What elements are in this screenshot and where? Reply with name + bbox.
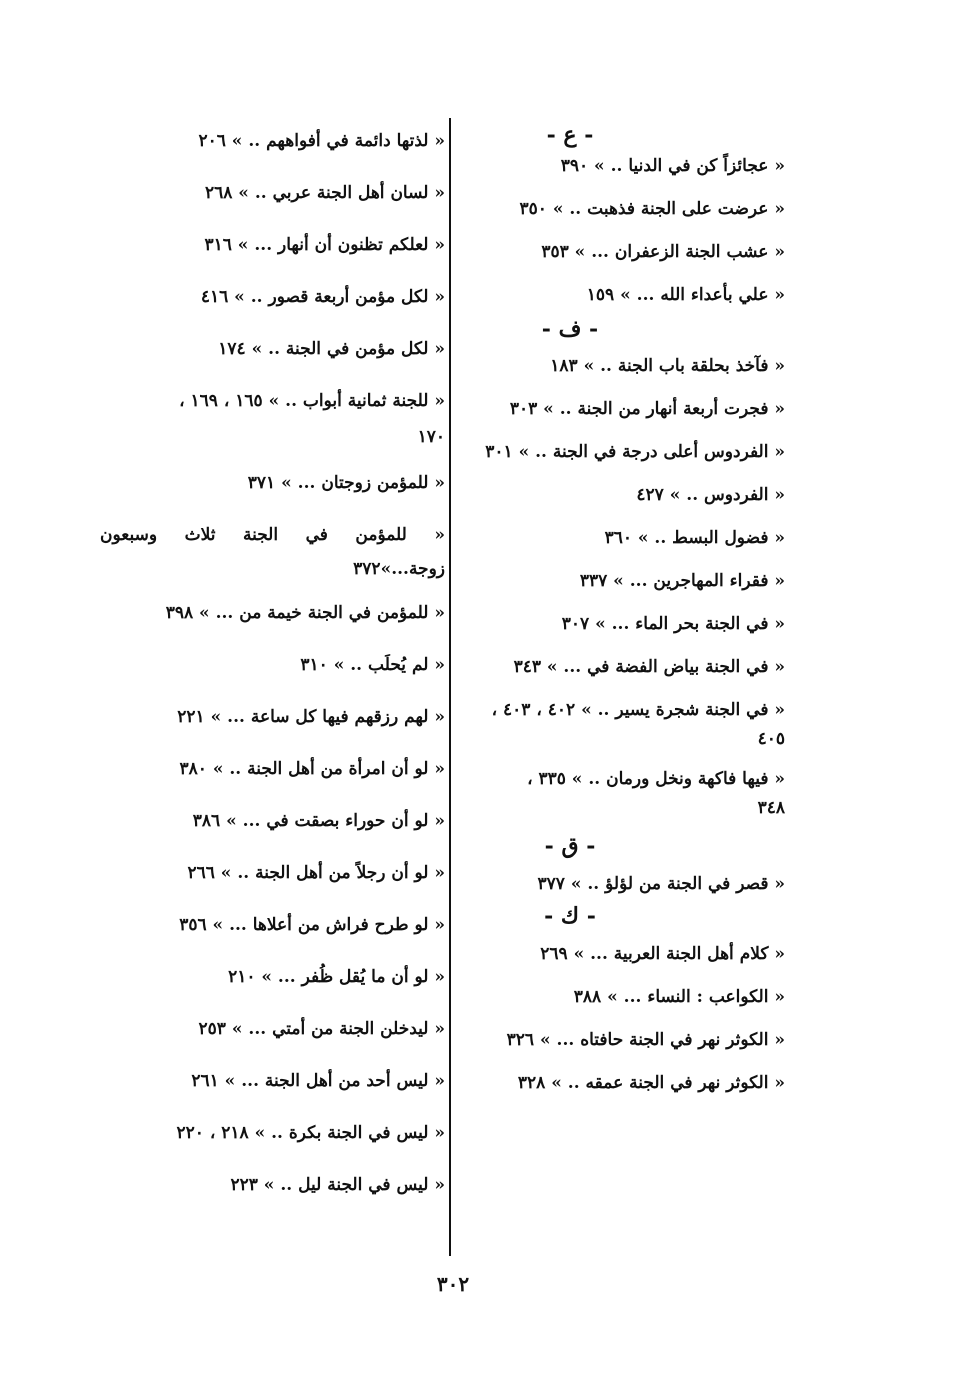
- index-entry: « فقراء المهاجرين ... » ٣٣٧: [579, 571, 785, 591]
- section-heading-kaf: - ك -: [544, 903, 596, 929]
- index-entry: « ليس أحد من أهل الجنة ... » ٢٦١: [191, 1071, 445, 1091]
- section-heading-qaf: - ق -: [544, 833, 596, 859]
- index-entry: « عجائزاً كن في الدنيا .. » ٣٩٠: [560, 156, 785, 176]
- index-entry: « للجنة ثمانية أبواب .. » ١٦٥ ، ١٦٩ ،: [179, 391, 445, 411]
- index-entry: « علي بأعداء الله ... » ١٥٩: [586, 285, 785, 305]
- index-entry: « لكل مؤمن في الجنة .. » ١٧٤: [218, 339, 445, 359]
- index-entry: « لو أن امرأة من أهل الجنة .. » ٣٨٠: [179, 759, 445, 779]
- index-entry: « الفردوس .. » ٤٢٧: [636, 485, 785, 505]
- index-entry: « في الجنة بحر الماء ... » ٣٠٧: [561, 614, 785, 634]
- index-entry-continuation: زوجة...»٣٧٢: [353, 559, 445, 579]
- index-entry-continuation: ٤٠٥: [757, 729, 785, 749]
- index-entry: « فجرت أربعة أنهار من الجنة .. » ٣٠٣: [509, 399, 785, 419]
- index-entry: « للمؤمن زوجتان ... » ٣٧١: [247, 473, 445, 493]
- index-entry: « الكوثر نهر في الجنة عمقه .. » ٣٢٨: [517, 1073, 785, 1093]
- index-entry: « ليس في الجنة ليل .. » ٢٢٣: [230, 1175, 445, 1195]
- index-entry: « لو أن رجلاً من أهل الجنة .. » ٢٦٦: [187, 863, 445, 883]
- right-column: [455, 120, 785, 1096]
- index-entry: « عرضت على الجنة فذهبت .. » ٣٥٠: [519, 199, 785, 219]
- index-entry: « الكواعب : النساء ... » ٣٨٨: [573, 987, 785, 1007]
- index-entry: « للمؤمن في الجنة ثلاث وسبعون: [100, 525, 445, 545]
- index-entry: « لم يُحلَب .. » ٣١٠: [300, 655, 445, 675]
- index-entry: « ليدخلن الجنة من أمتي ... » ٢٥٣: [198, 1019, 445, 1039]
- page-number: ٣٠٢: [436, 1272, 470, 1296]
- index-entry: « في الجنة شجرة يسير .. » ٤٠٢ ، ٤٠٣ ،: [491, 700, 785, 720]
- index-entry: « في الجنة بياض الفضة في ... » ٣٤٣: [513, 657, 785, 677]
- left-column: [100, 128, 445, 1198]
- column-divider: [449, 118, 451, 1256]
- index-entry: « قصر في الجنة من لؤلؤ .. » ٣٧٧: [537, 874, 785, 894]
- index-entry: « عشب الجنة الزعفران ... » ٣٥٣: [541, 242, 785, 262]
- index-entry: « لو طرح فراش من أعلاها ... » ٣٥٦: [179, 915, 445, 935]
- index-entry: « لذتها دائمة في أفواههم .. » ٢٠٦: [198, 131, 445, 151]
- index-entry: « لو أن حوراء بصقت في ... » ٣٨٦: [192, 811, 445, 831]
- index-entry: « الكوثر نهر في الجنة حافتاه ... » ٣٢٦: [506, 1030, 785, 1050]
- index-entry: « لسان أهل الجنة عربي .. » ٢٦٨: [204, 183, 445, 203]
- index-entry: « لعلكم تظنون أن أنهار ... » ٣١٦: [204, 235, 445, 255]
- index-entry-continuation: ٣٤٨: [757, 798, 785, 818]
- section-heading-fa: - ف -: [541, 316, 599, 342]
- index-entry: « فآخذ بحلقة باب الجنة .. » ١٨٣: [550, 356, 785, 376]
- index-entry: « لو أن ما يُقل ظُفر ... » ٢١٠: [228, 967, 445, 987]
- index-entry: « لكل مؤمن أربعة قصور .. » ٤١٦: [200, 287, 445, 307]
- index-entry: « لهم رزقهم فيها كل ساعة ... » ٢٢١: [177, 707, 445, 727]
- index-entry: « للمؤمن في الجنة خيمة من ... » ٣٩٨: [165, 603, 445, 623]
- section-heading-ain: - ع -: [546, 122, 594, 148]
- index-entry: « كلام أهل الجنة العربية ... » ٢٦٩: [540, 944, 785, 964]
- index-entry-continuation: ١٧٠: [417, 427, 445, 447]
- index-entry: « فضول البسط .. » ٣٦٠: [604, 528, 785, 548]
- index-entry: « الفردوس أعلى درجة في الجنة .. » ٣٠١: [485, 442, 785, 462]
- index-entry: « ليس في الجنة بكرة .. » ٢١٨ ، ٢٢٠: [176, 1123, 445, 1143]
- index-entry: « فيها فاكهة ونخل ورمان .. » ٣٣٥ ،: [527, 769, 785, 789]
